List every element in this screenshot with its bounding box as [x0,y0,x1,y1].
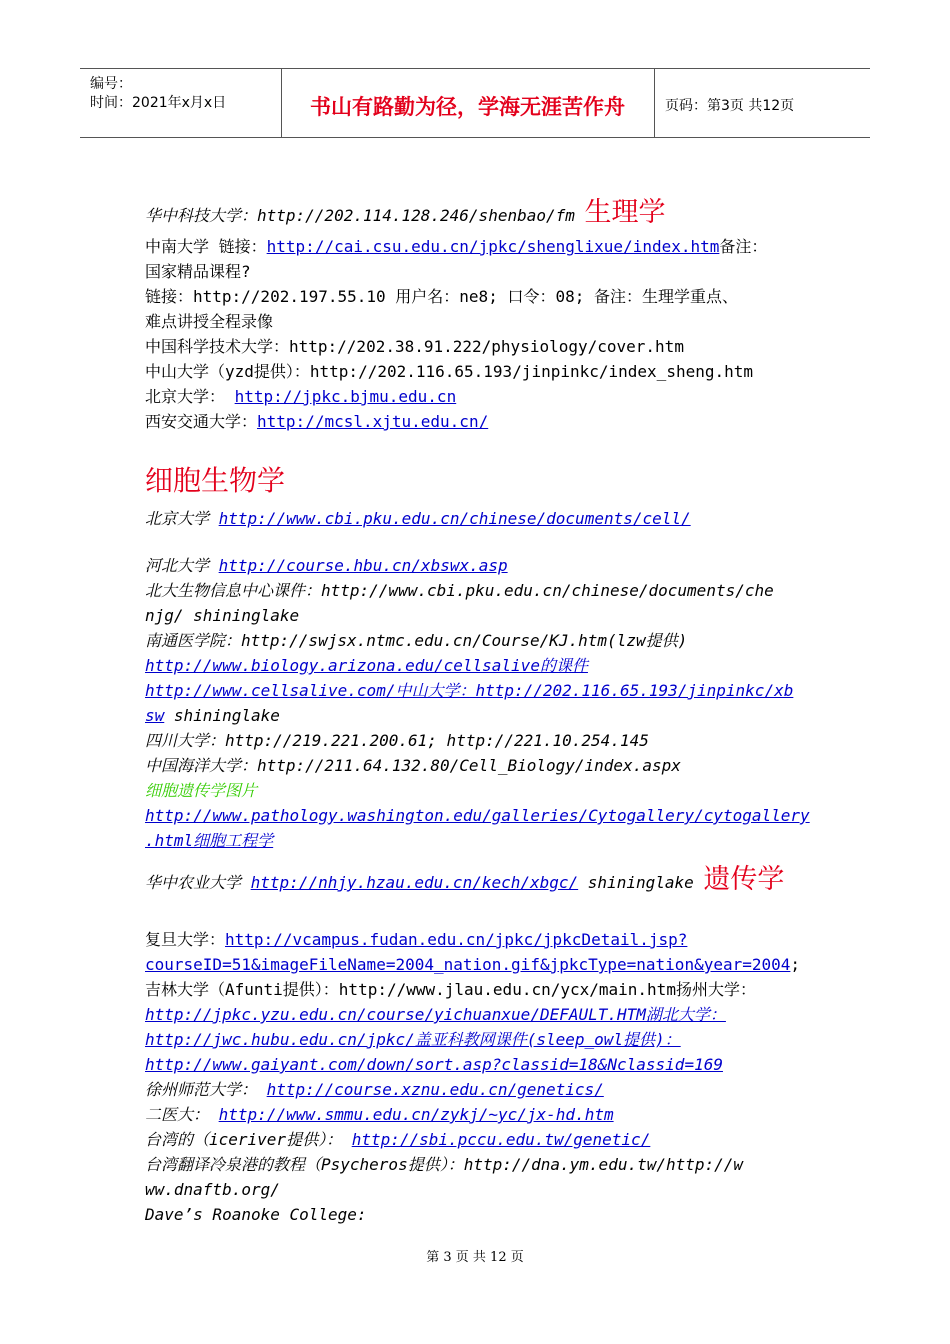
text-line: Dave’s Roanoke College: [145,1205,367,1224]
header-page-cell [655,69,870,137]
cell-biology-heading [145,462,285,504]
xznu-entry [145,1079,604,1101]
xznu-link[interactable]: http://course.xznu.edu.cn/genetics/ [266,1080,604,1099]
pku-link[interactable]: http://jpkc.bjmu.edu.cn [234,387,457,406]
motto: 书山有路勤为径，学海无涯苦作舟 [310,95,625,119]
entry-suffix: ; [790,955,801,974]
entry-label: 复旦大学： [145,930,226,949]
page-footer: 第 3 页 共 12 页 [426,1250,524,1265]
xjtu-label: 西安交通大学： [145,412,258,431]
physiology-title: 生理学 [584,197,666,228]
pku-cell-link[interactable]: http://www.cbi.pku.edu.cn/chinese/documents/cell/ [218,509,691,528]
sysu-xbsw-entry [145,705,280,727]
page-info: 页码：第3页 共12页 [665,98,795,114]
text-line: 南通医学院：http://swjsx.ntmc.edu.cn/Course/KJ.htm(lzw提供) [145,631,688,650]
time-label: 时间：2021年x月x日 [90,95,227,111]
xjtu-entry [145,411,488,433]
cytogenetics-label: 细胞遗传学图片 [145,781,258,800]
csu-link[interactable]: http://cai.csu.edu.cn/jpkc/shenglixue/index.htm [266,237,720,256]
text-line: 中山大学（yzd提供）：http://202.116.65.193/jinpinkc/index_sheng.htm [145,362,754,381]
text-line: 难点讲授全程录像 [145,312,274,331]
entry-suffix: shininglake [578,873,704,892]
pku-cell-entry [145,508,691,530]
entry-label: 河北大学 [145,556,219,575]
fudan-entry-cont [145,954,800,976]
gaiyant-link[interactable]: http://www.gaiyant.com/down/sort.asp?classid=18&Nclassid=169 [145,1055,723,1074]
hust-entry: 华中科技大学：http://202.114.128.246/shenbao/fm [145,206,585,225]
text-line: 中国科学技术大学：http://202.38.91.222/physiology/cover.htm [145,337,684,356]
genetics-title: 遗传学 [703,864,785,895]
entry-label: 北京大学 [145,509,219,528]
text-line: 中国海洋大学：http://211.64.132.80/Cell_Biology/index.aspx [145,756,681,775]
text-line: 台湾翻译冷泉港的教程（Psycheros提供）：http://dna.ym.edu.tw/http://w [145,1155,744,1174]
page-header [80,68,870,138]
header-meta-cell [80,69,282,137]
text-line: 四川大学：http://219.221.200.61; http://221.10.254.145 [145,731,649,750]
physiology-heading-line [145,198,666,231]
smmu-link[interactable]: http://www.smmu.edu.cn/zykj/~yc/jx-hd.htm [218,1105,614,1124]
code-label: 编号： [90,76,132,92]
hzau-link[interactable]: http://nhjy.hzau.edu.cn/kech/xbgc/ [250,873,579,892]
entry-label: 华中农业大学 [145,873,251,892]
hbu-link[interactable]: http://course.hbu.cn/xbswx.asp [218,556,508,575]
hubu-link[interactable]: http://jwc.hubu.edu.cn/jpkc/盖亚科教网课件(sleep_owl提供)： [145,1030,681,1049]
hbu-entry [145,555,508,577]
arizona-link[interactable]: http://www.biology.arizona.edu/cellsalive的课件 [145,656,588,675]
cell-biology-title: 细胞生物学 [145,464,286,497]
yzu-link[interactable]: http://jpkc.yzu.edu.cn/course/yichuanxue/DEFAULT.HTM湖北大学： [145,1005,726,1024]
pccu-entry [145,1129,650,1151]
pccu-link[interactable]: http://sbi.pccu.edu.tw/genetic/ [351,1130,651,1149]
fudan-link[interactable]: http://vcampus.fudan.edu.cn/jpkc/jpkcDetail.jsp? [225,930,688,949]
entry-label: 徐州师范大学： [145,1080,267,1099]
csu-entry [145,236,767,258]
fudan-entry [145,929,687,951]
text-line: 北大生物信息中心课件：http://www.cbi.pku.edu.cn/chinese/documents/che [145,581,774,600]
csu-label: 中南大学 链接： [145,237,267,256]
text-line: ww.dnaftb.org/ [145,1180,280,1199]
pku-label: 北京大学： [145,387,235,406]
entry-suffix: shininglake [164,706,280,725]
text-line: njg/ shininglake [145,606,300,625]
cytogallery-link[interactable]: http://www.pathology.washington.edu/galleries/Cytogallery/cytogallery [145,806,810,825]
cytogallery-link-cont[interactable]: .html细胞工程学 [145,831,274,850]
text-line: 链接：http://202.197.55.10 用户名：ne8; 口令：08; 备注：生理学重点、 [145,287,738,306]
entry-label: 台湾的（iceriver提供）： [145,1130,352,1149]
fudan-link-cont[interactable]: courseID=51&imageFileName=2004_nation.gif&jpkcType=nation&year=2004 [145,955,791,974]
pku-entry [145,386,456,408]
xjtu-link[interactable]: http://mcsl.xjtu.edu.cn/ [257,412,489,431]
text-line: 国家精品课程? [145,262,251,281]
csu-note: 备注： [719,237,768,256]
xbsw-link[interactable]: sw [145,706,165,725]
header-motto-cell [281,69,655,137]
smmu-entry [145,1104,614,1126]
text-line: 吉林大学（Afunti提供）：http://www.jlau.edu.cn/ycx/main.htm扬州大学： [145,980,756,999]
hzau-entry [145,864,784,899]
entry-label: 二医大： [145,1105,219,1124]
cellsalive-link[interactable]: http://www.cellsalive.com/中山大学：http://202.116.65.193/jinpinkc/xb [145,681,794,700]
